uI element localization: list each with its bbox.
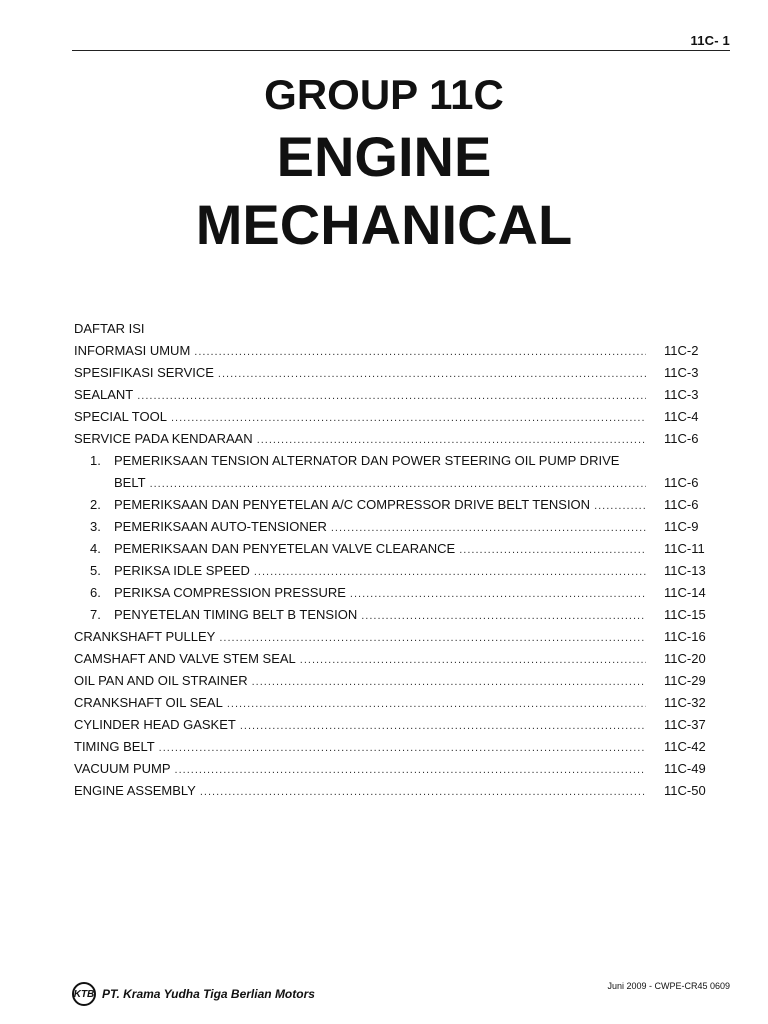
toc-entry-page: 11C-32	[664, 695, 706, 710]
toc-entry-label: CRANKSHAFT PULLEY	[74, 629, 216, 644]
toc-entry[interactable]	[74, 692, 724, 714]
toc-entry[interactable]	[74, 340, 724, 362]
toc-entry-page: 11C-50	[664, 783, 706, 798]
toc-entry-label: OIL PAN AND OIL STRAINER	[74, 673, 248, 688]
toc-entry-page: 11C-29	[664, 673, 706, 688]
toc-entry[interactable]	[74, 384, 724, 406]
toc-entry[interactable]	[74, 406, 724, 428]
toc-leader-dots	[594, 495, 646, 517]
toc-entry-page: 11C-49	[664, 761, 706, 776]
toc-leader-dots	[218, 363, 646, 385]
toc-entry-label: CYLINDER HEAD GASKET	[74, 717, 236, 732]
toc-entry-page: 11C-2	[664, 343, 699, 358]
toc-sub-entry-label: PERIKSA COMPRESSION PRESSURE	[114, 585, 346, 600]
toc-leader-dots	[227, 693, 646, 715]
toc-entry-page: 11C-20	[664, 651, 706, 666]
toc-sub-entry[interactable]	[74, 450, 724, 472]
toc-sub-entry-number: 5.	[90, 563, 101, 578]
toc-entry[interactable]	[74, 736, 724, 758]
toc-sub-entry-label: PEMERIKSAAN AUTO-TENSIONER	[114, 519, 327, 534]
toc-sub-entry-label: PENYETELAN TIMING BELT B TENSION	[114, 607, 358, 622]
header-rule	[72, 50, 730, 51]
toc-leader-dots	[257, 429, 646, 451]
toc-entry-label: CAMSHAFT AND VALVE STEM SEAL	[74, 651, 296, 666]
toc-sub-entry-number: 1.	[90, 453, 101, 468]
toc-entry-page: 11C-6	[664, 431, 699, 446]
toc-entry-page: 11C-3	[664, 387, 699, 402]
company-name: PT. Krama Yudha Tiga Berlian Motors	[102, 987, 315, 1001]
toc-sub-entry-label: PEMERIKSAAN TENSION ALTERNATOR DAN POWER STEERING OIL PUMP DRIVE	[114, 453, 620, 468]
toc-leader-dots	[254, 561, 646, 583]
toc-sub-entry-label-continued: BELT	[114, 475, 146, 490]
toc-sub-entry-label: PERIKSA IDLE SPEED	[114, 563, 250, 578]
toc-leader-dots	[350, 583, 646, 605]
toc-sub-entry-page: 11C-15	[664, 607, 706, 622]
toc-entry-label: SERVICE PADA KENDARAAN	[74, 431, 253, 446]
toc-entry[interactable]	[74, 670, 724, 692]
toc-entry-label: INFORMASI UMUM	[74, 343, 191, 358]
toc-heading: DAFTAR ISI	[74, 321, 145, 336]
toc-entry-label: VACUUM PUMP	[74, 761, 171, 776]
toc-leader-dots	[171, 407, 646, 429]
toc-leader-dots	[331, 517, 646, 539]
main-title-line-2: MECHANICAL	[195, 193, 573, 256]
table-of-contents	[74, 318, 724, 802]
toc-leader-dots	[459, 539, 646, 561]
toc-leader-dots	[361, 605, 646, 627]
toc-entry-label: SEALANT	[74, 387, 134, 402]
toc-entry[interactable]	[74, 428, 724, 450]
toc-leader-dots	[150, 473, 646, 495]
toc-entry[interactable]	[74, 714, 724, 736]
toc-sub-entry-page: 11C-9	[664, 519, 699, 534]
toc-entry-page: 11C-16	[664, 629, 706, 644]
ktb-logo-icon: KTB	[72, 982, 96, 1006]
toc-entry-label: ENGINE ASSEMBLY	[74, 783, 196, 798]
toc-sub-entry[interactable]	[74, 538, 724, 560]
toc-leader-dots	[175, 759, 646, 781]
toc-sub-entry-page: 11C-6	[664, 475, 699, 490]
toc-sub-entry-page: 11C-14	[664, 585, 706, 600]
toc-leader-dots	[159, 737, 646, 759]
toc-leader-dots	[194, 341, 646, 363]
title-block	[0, 72, 768, 258]
toc-sub-entry-page: 11C-6	[664, 497, 699, 512]
toc-entry[interactable]	[74, 626, 724, 648]
toc-entry-label: SPESIFIKASI SERVICE	[74, 365, 214, 380]
toc-leader-dots	[300, 649, 646, 671]
toc-sub-entry-number: 4.	[90, 541, 101, 556]
footer-note: Juni 2009 - CWPE-CR45 0609	[607, 981, 730, 991]
toc-sub-entry[interactable]	[74, 516, 724, 538]
toc-sub-entry[interactable]	[74, 494, 724, 516]
toc-entry[interactable]	[74, 648, 724, 670]
group-title: GROUP 11C	[264, 71, 504, 118]
toc-sub-entry-label: PEMERIKSAAN DAN PENYETELAN A/C COMPRESSOR DRIVE BELT TENSION	[114, 497, 591, 512]
toc-entry[interactable]	[74, 780, 724, 802]
toc-entry-label: TIMING BELT	[74, 739, 155, 754]
toc-sub-entry[interactable]	[74, 582, 724, 604]
toc-leader-dots	[240, 715, 646, 737]
toc-entry-page: 11C-42	[664, 739, 706, 754]
toc-sub-entry-number: 7.	[90, 607, 101, 622]
toc-entry-page: 11C-3	[664, 365, 699, 380]
toc-leader-dots	[219, 627, 646, 649]
toc-sub-entry[interactable]	[74, 560, 724, 582]
toc-entry[interactable]	[74, 362, 724, 384]
toc-entry-page: 11C-4	[664, 409, 699, 424]
toc-leader-dots	[137, 385, 646, 407]
toc-entry-label: SPECIAL TOOL	[74, 409, 167, 424]
toc-sub-entry-number: 3.	[90, 519, 101, 534]
page-number: 11C- 1	[690, 33, 730, 48]
toc-entry-page: 11C-37	[664, 717, 706, 732]
toc-sub-entry[interactable]	[74, 604, 724, 626]
toc-leader-dots	[252, 671, 646, 693]
toc-entry-label: CRANKSHAFT OIL SEAL	[74, 695, 223, 710]
main-title-line-1: ENGINE	[276, 125, 492, 188]
toc-leader-dots	[200, 781, 646, 803]
toc-sub-entry-number: 6.	[90, 585, 101, 600]
toc-sub-entry-label: PEMERIKSAAN DAN PENYETELAN VALVE CLEARANCE	[114, 541, 456, 556]
toc-sub-entry-continued[interactable]	[74, 472, 724, 494]
toc-sub-entry-page: 11C-11	[664, 541, 705, 556]
toc-entry[interactable]	[74, 758, 724, 780]
company-logo	[72, 982, 315, 1006]
toc-sub-entry-page: 11C-13	[664, 563, 706, 578]
toc-sub-entry-number: 2.	[90, 497, 101, 512]
